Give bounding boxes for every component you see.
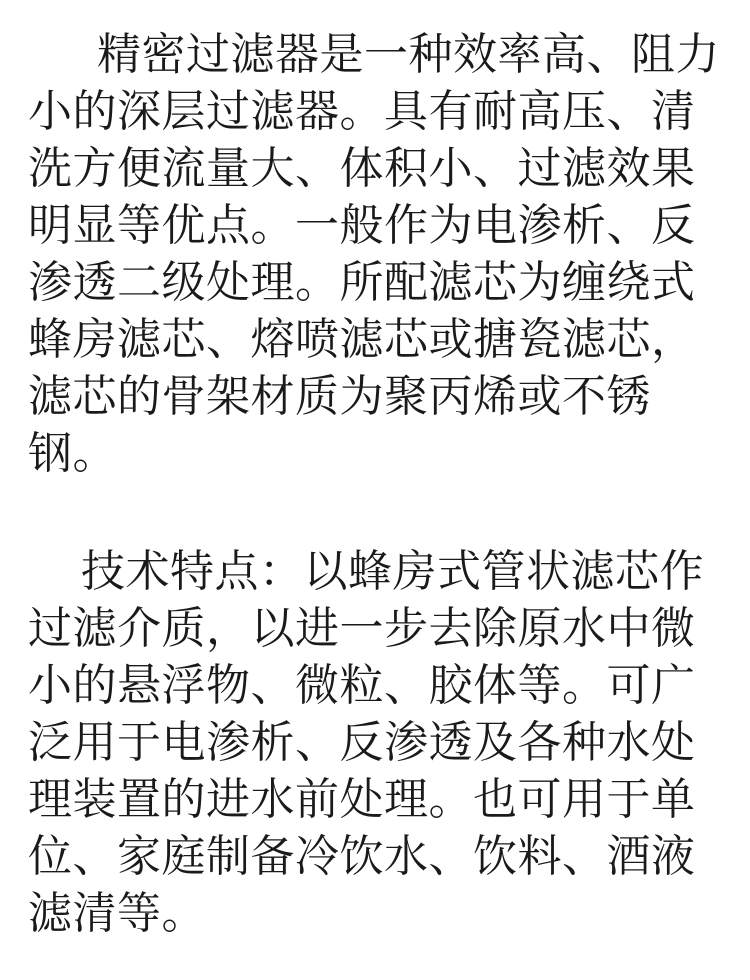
text-line: 泛用于电渗析、反渗透及各种水处 — [28, 718, 696, 767]
text-line: 渗透二级处理。所配滤芯为缠绕式 — [28, 258, 696, 307]
text-line: 洗方便流量大、体积小、过滤效果 — [28, 144, 696, 193]
text-line: 钢。 — [28, 429, 117, 478]
paragraph-intro — [28, 26, 730, 482]
text-line: 小的悬浮物、微粒、胶体等。可广 — [28, 661, 696, 710]
text-line: 位、家庭制备冷饮水、饮料、酒液 — [28, 832, 696, 881]
text-line: 小的深层过滤器。具有耐高压、清 — [28, 87, 696, 136]
text-line: 理装置的进水前处理。也可用于单 — [28, 775, 696, 824]
text-line: 滤芯的骨架材质为聚丙烯或不锈 — [28, 372, 651, 421]
text-line: 技术特点：以蜂房式管状滤芯作 — [81, 547, 704, 596]
text-line: 明显等优点。一般作为电渗析、反 — [28, 201, 696, 250]
text-line: 蜂房滤芯、熔喷滤芯或搪瓷滤芯， — [28, 315, 696, 364]
text-line: 过滤介质，以进一步去除原水中微 — [28, 604, 696, 653]
text-line: 精密过滤器是一种效率高、阻力 — [97, 30, 720, 79]
text-line: 滤清等。 — [28, 889, 206, 938]
paragraph-technical-features — [28, 543, 730, 942]
